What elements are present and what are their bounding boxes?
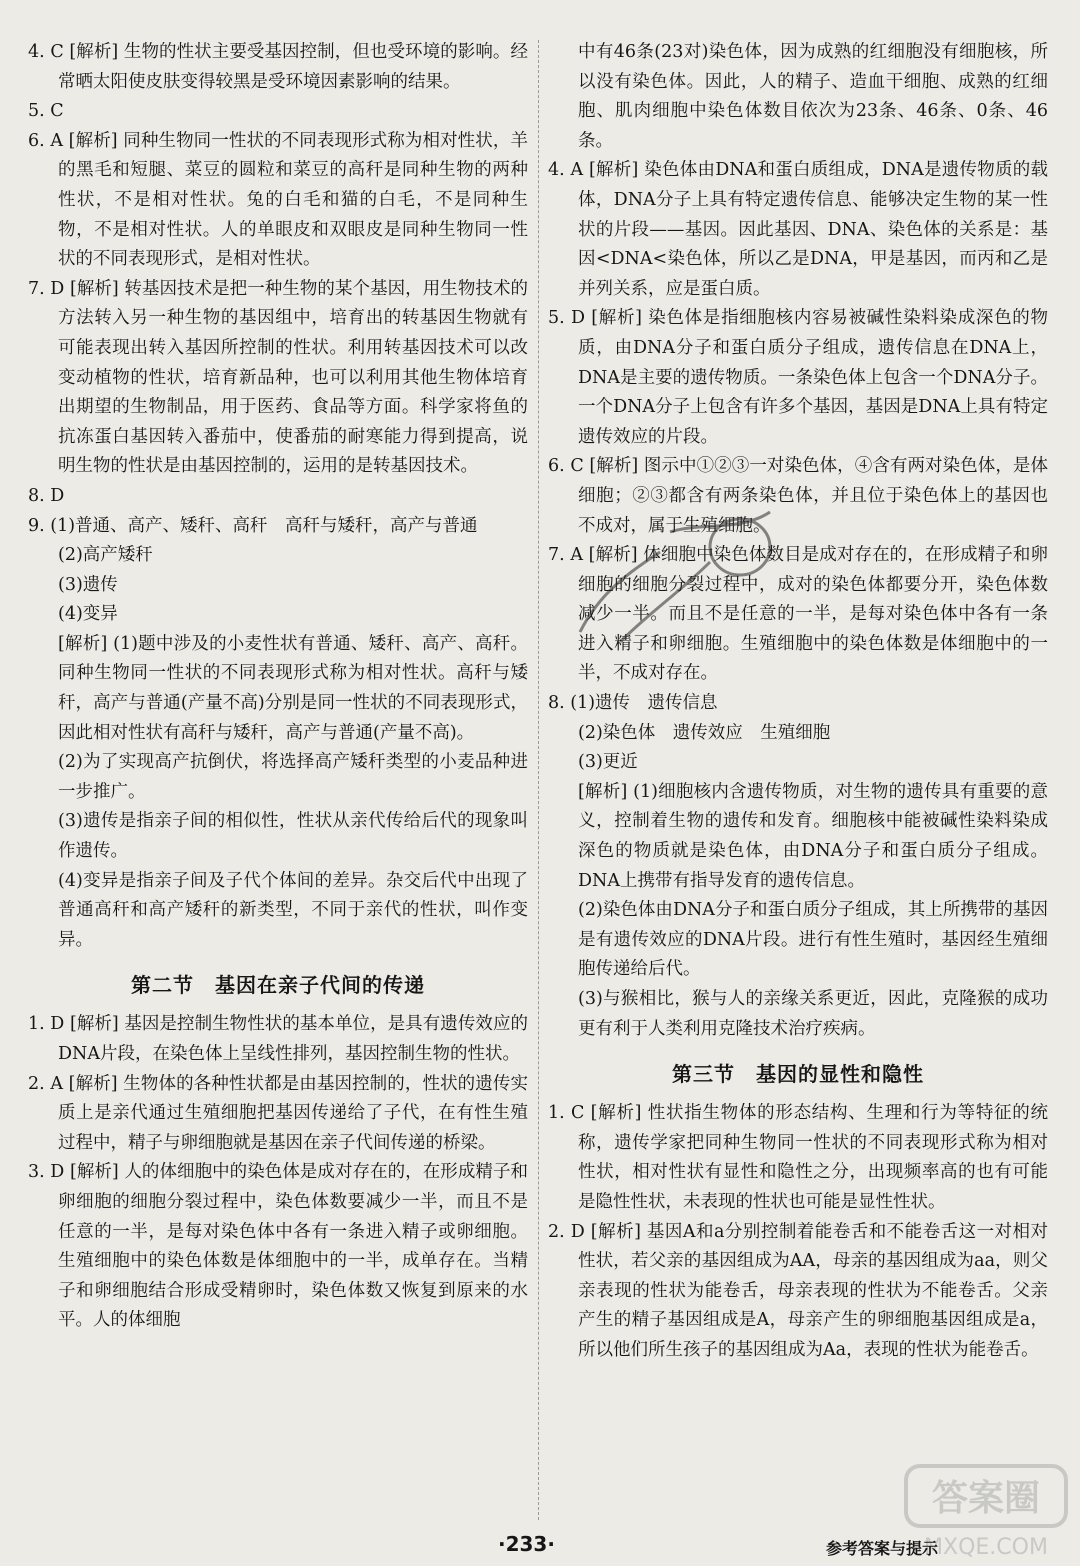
answer-item: 1. D [解析] 基因是控制生物性状的基本单位，是具有遗传效应的DNA片段，在染色体上呈线性排列，基因控制生物的性状。 [28, 1014, 528, 1064]
answer-item: 8. (1)遗传 遗传信息 [548, 693, 718, 714]
handwritten-stamp [560, 492, 820, 672]
answer-item: 4. A [解析] 染色体由DNA和蛋白质组成，DNA是遗传物质的载体，DNA分子上具有特定遗传信息、能够决定生物的某一性状的片段——基因。因此基因、DNA、染色体的关系是：基因<DNA<染色体，所以乙是DNA，甲是基因，而丙和乙是并列关系，应是蛋白质。 [548, 160, 1048, 299]
answer-item: 2. D [解析] 基因A和a分别控制着能卷舌和不能卷舌这一对相对性状，若父亲的基因组成为AA，母亲的基因组成为aa，则父亲表现的性状为能卷舌，母亲表现的性状为不能卷舌。父亲产生的精子基因组成是A，母亲产生的卵细胞基因组成是a，所以他们所生孩子的基因组成为Aa，表现的性状为能卷舌。 [548, 1221, 1048, 1360]
answer-item: 2. A [解析] 生物体的各种性状都是由基因控制的，性状的遗传实质上是亲代通过生殖细胞把基因传递给了子代，在有性生殖过程中，精子与卵细胞就是基因在亲子代间传递的桥梁。 [28, 1073, 528, 1153]
answer-item: 8. D [28, 485, 65, 506]
answer-item: (2)染色体由DNA分子和蛋白质分子组成，其上所携带的基因是有遗传效应的DNA片段。进行有性生殖时，基因经生殖细胞传递给后代。 [578, 900, 1048, 980]
answer-item: [解析] (1)细胞核内含遗传物质，对生物的遗传具有重要的意义，控制着生物的遗传和发育。细胞核中能被碱性染料染成深色的物质就是染色体，由DNA分子和蛋白质分子组成。DNA上携带有指导发育的遗传信息。 [578, 781, 1048, 891]
answer-item: 7. A [解析] 体细胞中染色体数目是成对存在的，在形成精子和卵细胞的细胞分裂过程中，成对的染色体都要分开，染色体数减少一半。而且不是任意的一半，是每对染色体中各有一条进入精子和卵细胞。生殖细胞中的染色体数是体细胞中的一半，不成对存在。 [548, 545, 1048, 684]
answer-item: 9. (1)普通、高产、矮秆、高秆 高秆与矮秆，高产与普通 [28, 515, 478, 536]
answer-item: (2)为了实现高产抗倒伏，将选择高产矮秆类型的小麦品种进一步推广。 [58, 752, 528, 802]
answer-item: [解析] (1)题中涉及的小麦性状有普通、矮秆、高产、高秆。同种生物同一性状的不同表现形式称为相对性状。高秆与矮秆，高产与普通(产量不高)分别是同一性状的不同表现形式，因此相对性状有高秆与矮秆，高产与普通(产量不高)。 [58, 633, 528, 743]
answer-item: 3. D [解析] 人的体细胞中的染色体是成对存在的，在形成精子和卵细胞的细胞分裂过程中，染色体数要减少一半，而且不是任意的一半，是每对染色体中各有一条进入精子或卵细胞。生殖细胞中的染色体数是体细胞中的一半，成单存在。当精子和卵细胞结合形成受精卵时，染色体数又恢复到原来的水平。人的体细胞 [28, 1162, 528, 1331]
section-heading: 第三节 基因的显性和隐性 [672, 1062, 924, 1087]
answer-item: (3)遗传是指亲子间的相似性，性状从亲代传给后代的现象叫作遗传。 [58, 811, 528, 862]
answer-item: (4)变异 [58, 604, 118, 625]
answer-item: 5. C [28, 101, 64, 122]
answer-item: 6. A [解析] 同种生物同一性状的不同表现形式称为相对性状，羊的黑毛和短腿、菜豆的圆粒和菜豆的高秆是同种生物的两种性状，不是相对性状。兔的白毛和猫的白毛，不是同种生物，不是相对性状。人的单眼皮和双眼皮是同种生物同一性状的不同表现形式，是相对性状。 [28, 130, 528, 270]
answer-item: 中有46条(23对)染色体，因为成熟的红细胞没有细胞核，所以没有染色体。因此，人的精子、造血干细胞、成熟的红细胞、肌肉细胞中染色体数目依次为23条、46条、0条、46条。 [578, 42, 1048, 151]
right-column [548, 38, 1048, 1366]
left-column [28, 38, 528, 1336]
svg-text:MXQE.COM: MXQE.COM [924, 1535, 1048, 1560]
page-number: ·233· [498, 1532, 555, 1556]
answer-item: 5. D [解析] 染色体是指细胞核内容易被碱性染料染成深色的物质，由DNA分子和蛋白质分子组成，遗传信息在DNA上，DNA是主要的遗传物质。一条染色体上包含一个DNA分子。一个DNA分子上包含有许多个基因，基因是DNA上具有特定遗传效应的片段。 [548, 308, 1048, 447]
answer-item: (3)与猴相比，猴与人的亲缘关系更近，因此，克隆猴的成功更有利于人类利用克隆技术治疗疾病。 [578, 989, 1048, 1039]
svg-text:答案圈: 答案圈 [931, 1478, 1041, 1519]
footer [0, 1528, 1080, 1566]
section-heading: 第二节 基因在亲子代间的传递 [131, 973, 425, 998]
answer-item: (2)高产矮秆 [58, 545, 153, 566]
answer-item: 4. C [解析] 生物的性状主要受基因控制，但也受环境的影响。经常晒太阳使皮肤变得较黑是受环境因素影响的结果。 [28, 42, 528, 92]
answer-item: (4)变异是指亲子间及子代个体间的差异。杂交后代中出现了普通高秆和高产矮秆的新类型，不同于亲代的性状，叫作变异。 [58, 870, 528, 950]
answer-item: 1. C [解析] 性状指生物体的形态结构、生理和行为等特征的统称，遗传学家把同种生物同一性状的不同表现形式称为相对性状，相对性状有显性和隐性之分，出现频率高的也有可能是隐性性状，未表现的性状也可能是显性性状。 [548, 1103, 1048, 1212]
footer-right-text: 参考答案与提示 [826, 1539, 939, 1558]
answer-item: (2)染色体 遗传效应 生殖细胞 [578, 722, 831, 743]
answer-item: 6. C [解析] 图示中①②③一对染色体，④含有两对染色体，是体细胞；②③都含有两条染色体，并且位于染色体上的基因也不成对，属于生殖细胞。 [548, 456, 1048, 536]
answer-item: 7. D [解析] 转基因技术是把一种生物的某个基因，用生物技术的方法转入另一种生物的基因组中，培育出的转基因生物就有可能表现出转入基因所控制的性状。利用转基因技术可以改变动植物的性状，培育新品种，也可以利用其他生物体培育出期望的生物制品，用于医药、食品等方面。科学家将鱼的抗冻蛋白基因转入番茄中，使番茄的耐寒能力得到提高，说明生物的性状是由基因控制的，运用的是转基因技术。 [28, 278, 528, 477]
answer-item: (3)遗传 [58, 574, 118, 595]
column-divider [538, 40, 539, 1520]
answer-item: (3)更近 [578, 752, 638, 773]
